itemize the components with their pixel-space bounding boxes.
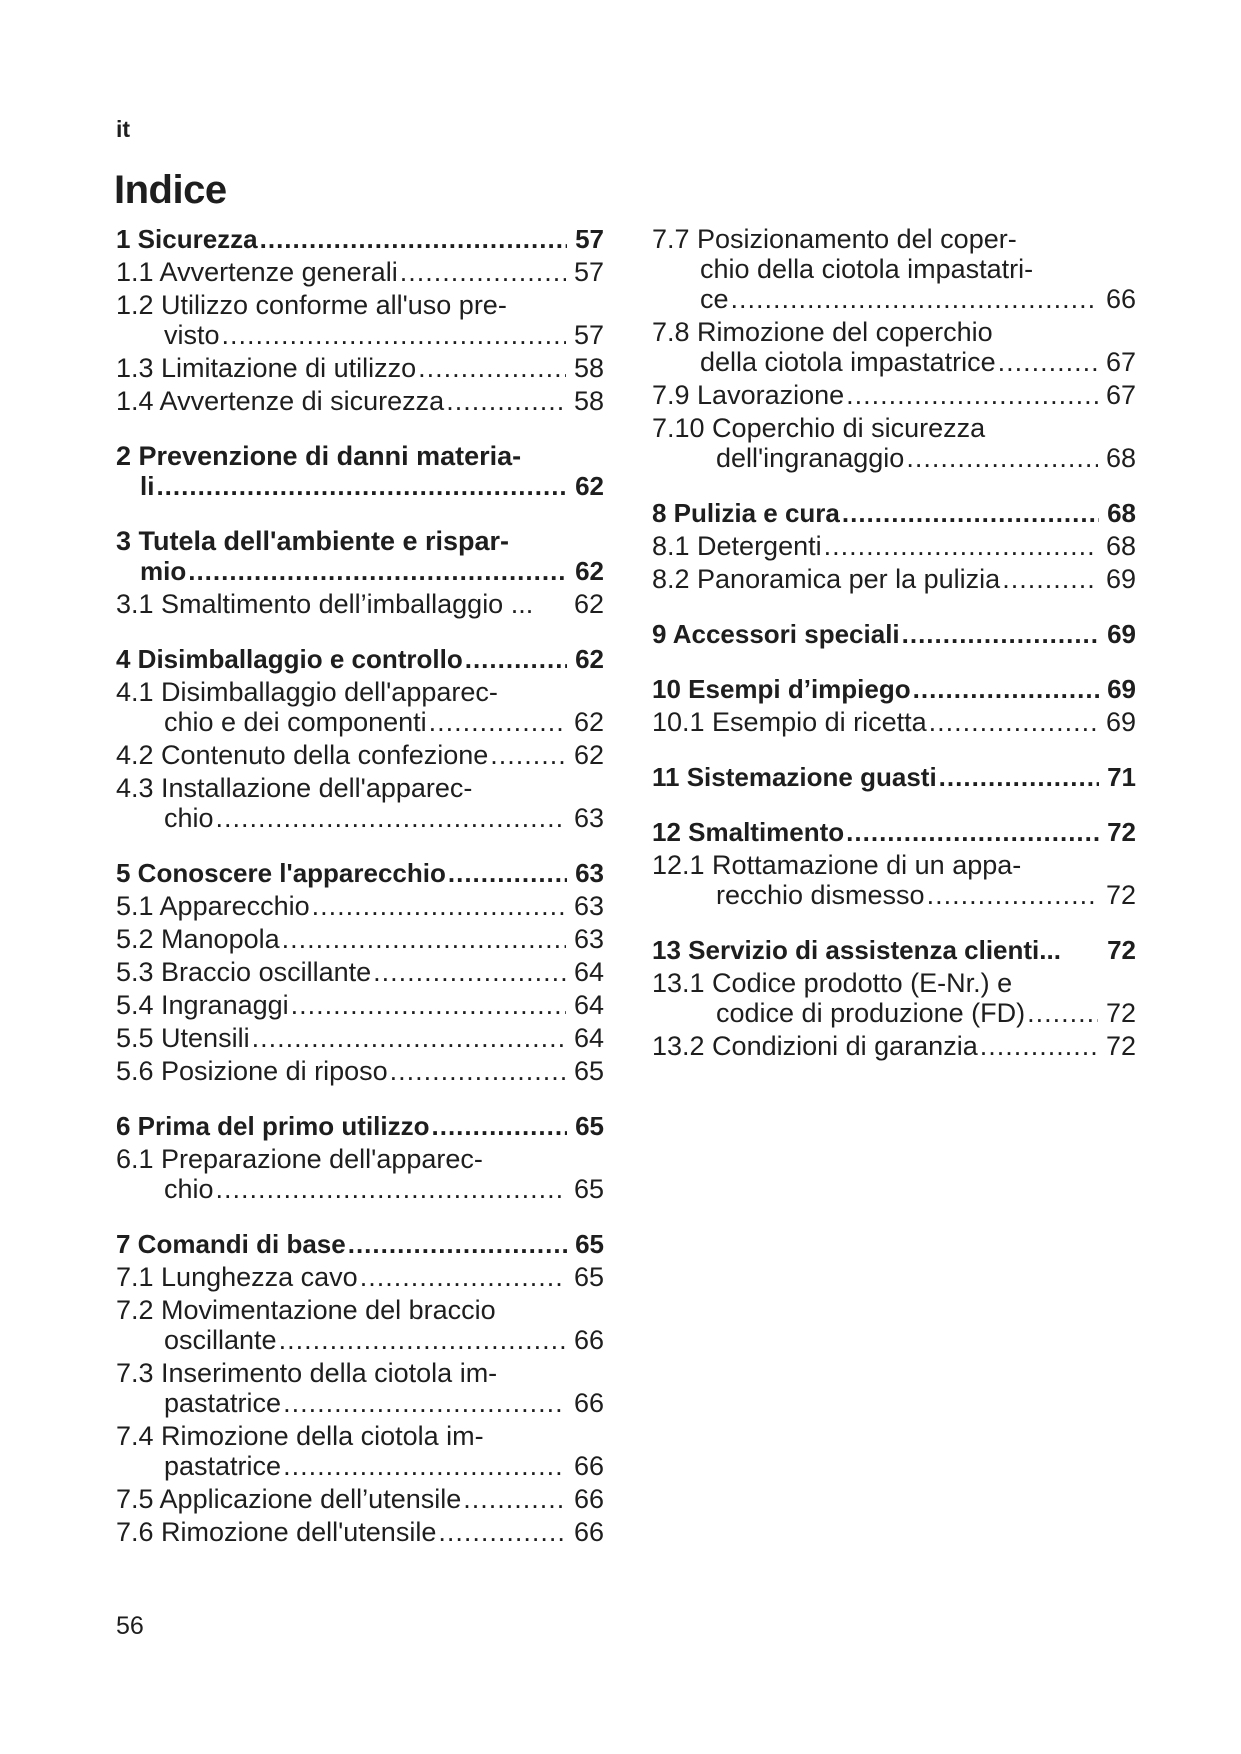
toc-entry[interactable] (116, 290, 604, 350)
toc-entry-title: 8 Pulizia e cura (652, 498, 840, 528)
toc-entry-title: 10.1 Esempio di ricetta (652, 707, 927, 737)
section-gap (116, 504, 604, 526)
toc-entry-title: 2 Prevenzione di danni materia- (116, 441, 522, 471)
toc-page-number: 66 (573, 1484, 604, 1514)
toc-page-number: 58 (573, 386, 604, 416)
toc-entry-title: 4.1 Disimballaggio dell'apparec- (116, 677, 498, 707)
dot-leader (283, 1388, 566, 1418)
toc-entry-title: pastatrice (164, 1451, 282, 1481)
toc-entry-title: 5.6 Posizione di riposo (116, 1056, 388, 1086)
dot-leader (260, 224, 567, 254)
toc-page-number: 65 (575, 1111, 604, 1141)
section-gap (116, 622, 604, 644)
toc-page-number: 68 (1105, 531, 1136, 561)
toc-entry[interactable] (116, 1517, 604, 1547)
toc-entry[interactable] (116, 990, 604, 1020)
toc-entry[interactable] (116, 1484, 604, 1514)
toc-entry-title: pastatrice (164, 1388, 282, 1418)
toc-entry-title: chio (164, 1174, 214, 1204)
toc-entry-title: 7.8 Rimozione del coperchio (652, 317, 993, 347)
toc-entry[interactable] (652, 498, 1136, 528)
toc-entry-title: 7.7 Posizionamento del coper- (652, 224, 1017, 254)
dot-leader (465, 644, 567, 674)
toc-entry-title: 8.1 Detergenti (652, 531, 822, 561)
toc-entry-title: 1.4 Avvertenze di sicurezza (116, 386, 445, 416)
toc-page-number: 57 (575, 224, 604, 254)
toc-entry[interactable] (116, 1295, 604, 1355)
toc-page-number: 65 (573, 1056, 604, 1086)
toc-entry-title: 13.2 Condizioni di garanzia (652, 1031, 978, 1061)
toc-entry-title: chio della ciotola impastatri- (700, 254, 1034, 284)
section-gap (116, 419, 604, 441)
toc-entry[interactable] (116, 224, 604, 254)
dot-leader (429, 707, 566, 737)
dot-leader (913, 674, 1099, 704)
toc-entry-title: 7.5 Applicazione dell’utensile (116, 1484, 462, 1514)
toc-entry[interactable] (652, 317, 1136, 377)
dot-leader (360, 1262, 566, 1292)
toc-page-number: 69 (1105, 564, 1136, 594)
toc-entry-title: 5.3 Braccio oscillante (116, 957, 372, 987)
toc-page-number: 72 (1105, 1031, 1136, 1061)
toc-entry[interactable] (652, 380, 1136, 410)
toc-entry[interactable] (116, 353, 604, 383)
toc-page-number: 71 (1107, 762, 1136, 792)
toc-entry[interactable] (116, 526, 604, 586)
dot-leader (216, 1174, 566, 1204)
toc-page-number: 69 (1105, 707, 1136, 737)
toc-entry[interactable] (116, 891, 604, 921)
section-gap (116, 1089, 604, 1111)
toc-entry-title: 4.2 Contenuto della confezione (116, 740, 489, 770)
dot-leader (1027, 998, 1098, 1028)
toc-entry-title: 4.3 Installazione dell'apparec- (116, 773, 473, 803)
section-gap (652, 913, 1136, 935)
toc-entry[interactable] (652, 674, 1136, 704)
dot-leader (418, 353, 566, 383)
toc-page-number: 63 (573, 803, 604, 833)
dot-leader (156, 471, 567, 501)
toc-entry[interactable] (652, 224, 1136, 314)
dot-leader (348, 1229, 567, 1259)
toc-entry-title: 7.4 Rimozione della ciotola im- (116, 1421, 484, 1451)
toc-page-number: 64 (573, 957, 604, 987)
toc-page-number: 72 (1107, 935, 1136, 965)
toc-page-number: 63 (573, 924, 604, 954)
toc-column-left (116, 224, 604, 1550)
toc-entry-title: 5.2 Manopola (116, 924, 280, 954)
toc-entry-title: 8.2 Panoramica per la pulizia (652, 564, 1001, 594)
toc-page-number: 67 (1105, 380, 1136, 410)
dot-leader (463, 1484, 566, 1514)
dot-leader (980, 1031, 1098, 1061)
dot-leader (282, 924, 566, 954)
dot-leader (373, 957, 566, 987)
toc-entry-title: 5.4 Ingranaggi (116, 990, 289, 1020)
toc-page-number: 64 (573, 990, 604, 1020)
toc-page-number: 66 (573, 1388, 604, 1418)
toc-entry-title: ce (700, 284, 729, 314)
toc-entry-title: 3 Tutela dell'ambiente e rispar- (116, 526, 510, 556)
toc-entry-title: chio e dei componenti (164, 707, 427, 737)
toc-page-number: 62 (573, 707, 604, 737)
dot-leader (929, 707, 1098, 737)
toc-entry[interactable] (652, 707, 1136, 737)
toc-entry[interactable] (116, 858, 604, 888)
toc-entry-title: 13.1 Codice prodotto (E-Nr.) e (652, 968, 1013, 998)
toc-entry-title: chio (164, 803, 214, 833)
dot-leader (216, 803, 566, 833)
toc-page-number: 62 (575, 644, 604, 674)
dot-leader (283, 1451, 566, 1481)
section-gap (116, 836, 604, 858)
toc-entry-title: 6 Prima del primo utilizzo (116, 1111, 430, 1141)
dot-leader (188, 556, 567, 586)
toc-page-number: 62 (575, 471, 604, 501)
toc-entry[interactable] (116, 677, 604, 737)
toc-entry-title: 7.6 Rimozione dell'utensile (116, 1517, 437, 1547)
toc-page-number: 64 (573, 1023, 604, 1053)
toc-entry-title: mio (140, 556, 187, 586)
dot-leader (291, 990, 566, 1020)
dot-leader (1002, 564, 1098, 594)
toc-entry-title: 12 Smaltimento (652, 817, 845, 847)
dot-leader (731, 284, 1098, 314)
dot-leader (939, 762, 1099, 792)
toc-page-number: 62 (573, 589, 604, 619)
toc-entry[interactable] (116, 924, 604, 954)
toc-entry-title: codice di produzione (FD) (716, 998, 1026, 1028)
dot-leader (312, 891, 566, 921)
toc-entry[interactable] (116, 1023, 604, 1053)
dot-leader (222, 320, 566, 350)
toc-page-number: 72 (1105, 998, 1136, 1028)
toc-entry-title: 7.2 Movimentazione del braccio (116, 1295, 496, 1325)
toc-page-number: 68 (1105, 443, 1136, 473)
toc-page-number: 66 (1105, 284, 1136, 314)
toc-entry-title: 1.1 Avvertenze generali (116, 257, 398, 287)
toc-entry-title: li (140, 471, 155, 501)
toc-entry-title: 4 Disimballaggio e controllo (116, 644, 463, 674)
toc-entry[interactable] (652, 935, 1136, 965)
toc-page-number: 57 (573, 320, 604, 350)
toc-page-number: 66 (573, 1325, 604, 1355)
toc-entry-title: 1.2 Utilizzo conforme all'uso pre- (116, 290, 507, 320)
page-number: 56 (116, 1612, 144, 1640)
toc-entry[interactable] (116, 1229, 604, 1259)
toc-entry-title: 7.1 Lunghezza cavo (116, 1262, 358, 1292)
toc-page-number: 69 (1107, 674, 1136, 704)
toc-entry[interactable] (652, 968, 1136, 1028)
toc-entry[interactable] (652, 762, 1136, 792)
toc-page-number: 72 (1107, 817, 1136, 847)
toc-entry-title: 5.5 Utensili (116, 1023, 250, 1053)
toc-page-number: 68 (1107, 498, 1136, 528)
toc-page-number: 66 (573, 1451, 604, 1481)
toc-page-number: 62 (573, 740, 604, 770)
toc-entry-title: 10 Esempi d’impiego (652, 674, 911, 704)
toc-page-number: 65 (575, 1229, 604, 1259)
section-gap (116, 1207, 604, 1229)
toc-column-right (652, 224, 1136, 1064)
toc-entry-title: 1 Sicurezza (116, 224, 258, 254)
toc-page-number: 72 (1105, 880, 1136, 910)
toc-entry-title: 3.1 Smaltimento dell’imballaggio ... (116, 589, 534, 619)
toc-entry-title: 6.1 Preparazione dell'apparec- (116, 1144, 483, 1174)
language-code: it (116, 116, 131, 142)
dot-leader (902, 619, 1099, 649)
toc-entry-title: 11 Sistemazione guasti (652, 762, 937, 792)
toc-entry-title: recchio dismesso (716, 880, 925, 910)
toc-entry[interactable] (652, 413, 1136, 473)
toc-entry[interactable] (116, 589, 604, 619)
toc-entry[interactable] (652, 1031, 1136, 1061)
toc-page-number: 63 (573, 891, 604, 921)
section-gap (652, 795, 1136, 817)
toc-entry[interactable] (652, 817, 1136, 847)
toc-entry-title: 13 Servizio di assistenza clienti... (652, 935, 1061, 965)
dot-leader (279, 1325, 566, 1355)
toc-page-number: 69 (1107, 619, 1136, 649)
toc-entry-title: oscillante (164, 1325, 277, 1355)
toc-entry[interactable] (116, 1358, 604, 1418)
toc-page-number: 57 (573, 257, 604, 287)
toc-entry[interactable] (116, 1111, 604, 1141)
section-gap (652, 597, 1136, 619)
section-gap (652, 652, 1136, 674)
toc-entry[interactable] (116, 740, 604, 770)
toc-entry-title: 5 Conoscere l'apparecchio (116, 858, 446, 888)
toc-entry-title: 7 Comandi di base (116, 1229, 346, 1259)
toc-entry-title: 7.9 Lavorazione (652, 380, 845, 410)
toc-entry-title: 5.1 Apparecchio (116, 891, 310, 921)
section-gap (652, 740, 1136, 762)
page-title: Indice (114, 168, 227, 212)
dot-leader (446, 386, 566, 416)
dot-leader (842, 498, 1099, 528)
toc-page-number: 67 (1105, 347, 1136, 377)
dot-leader (490, 740, 566, 770)
toc-page-number: 62 (575, 556, 604, 586)
toc-entry[interactable] (116, 386, 604, 416)
toc-entry[interactable] (116, 1144, 604, 1204)
toc-entry[interactable] (116, 1262, 604, 1292)
toc-entry-title: 12.1 Rottamazione di un appa- (652, 850, 1022, 880)
toc-entry[interactable] (116, 957, 604, 987)
toc-entry-title: visto (164, 320, 220, 350)
dot-leader (432, 1111, 568, 1141)
dot-leader (846, 817, 1099, 847)
toc-entry[interactable] (652, 619, 1136, 649)
toc-entry-title: 7.3 Inserimento della ciotola im- (116, 1358, 498, 1388)
dot-leader (400, 257, 566, 287)
toc-entry[interactable] (116, 441, 604, 501)
toc-page-number: 65 (573, 1262, 604, 1292)
toc-entry[interactable] (116, 773, 604, 833)
toc-entry-title: 1.3 Limitazione di utilizzo (116, 353, 417, 383)
dot-leader (998, 347, 1098, 377)
dot-leader (927, 880, 1098, 910)
dot-leader (390, 1056, 566, 1086)
toc-entry[interactable] (116, 257, 604, 287)
toc-entry-title: 7.10 Coperchio di sicurezza (652, 413, 986, 443)
dot-leader (448, 858, 567, 888)
toc-entry-title: della ciotola impastatrice (700, 347, 996, 377)
toc-entry-title: 9 Accessori speciali (652, 619, 900, 649)
toc-entry[interactable] (116, 644, 604, 674)
toc-entry[interactable] (116, 1056, 604, 1086)
toc-entry[interactable] (652, 564, 1136, 594)
dot-leader (252, 1023, 566, 1053)
toc-entry-title: dell'ingranaggio (716, 443, 905, 473)
dot-leader (846, 380, 1098, 410)
dot-leader (906, 443, 1098, 473)
toc-page-number: 63 (575, 858, 604, 888)
toc-entry[interactable] (652, 850, 1136, 910)
dot-leader (824, 531, 1098, 561)
toc-page-number: 66 (573, 1517, 604, 1547)
toc-page-number: 65 (573, 1174, 604, 1204)
dot-leader (438, 1517, 566, 1547)
section-gap (652, 476, 1136, 498)
toc-entry[interactable] (116, 1421, 604, 1481)
toc-page-number: 58 (573, 353, 604, 383)
toc-entry[interactable] (652, 531, 1136, 561)
